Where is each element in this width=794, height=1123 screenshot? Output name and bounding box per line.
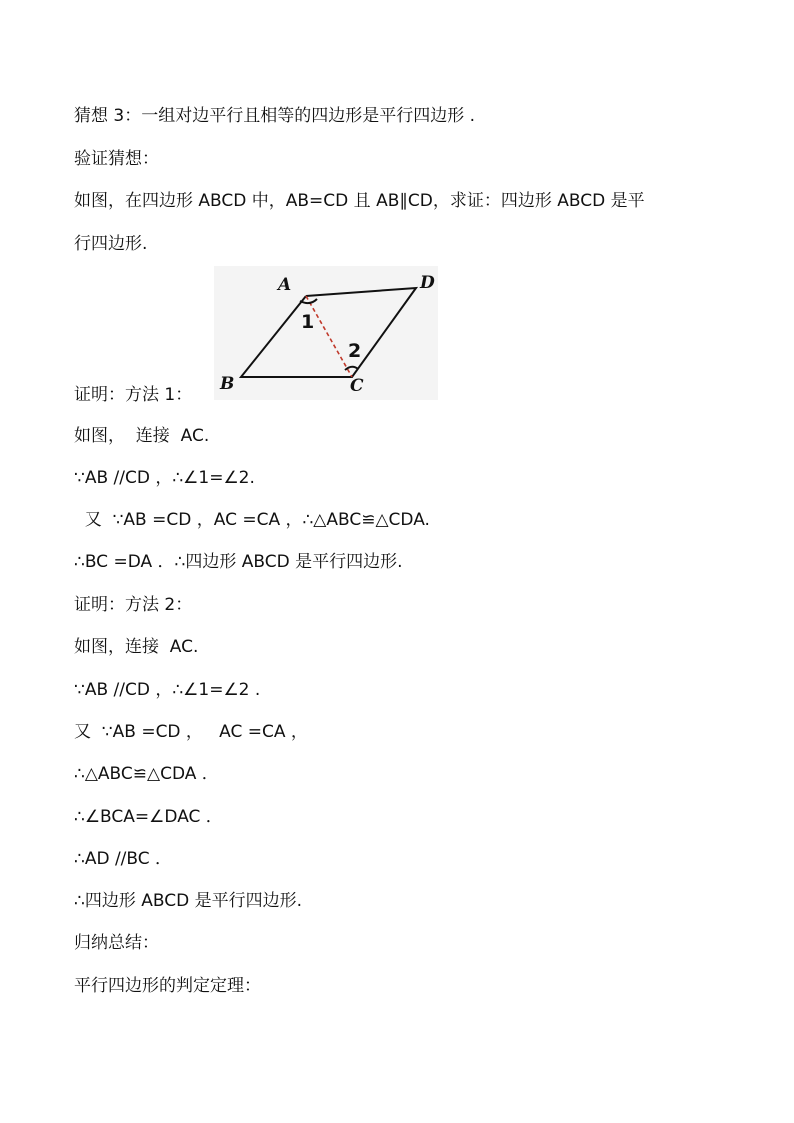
problem-statement-line-2: 行四边形.	[74, 234, 148, 254]
angle-2-label: 2	[348, 340, 362, 362]
angle-2-arc	[345, 367, 358, 370]
proof-2-step-2: ∵AB //CD ，∴∠1=∠2 .	[74, 680, 261, 700]
vertex-a-label: A	[278, 275, 292, 295]
proof-method-2-heading: 证明：方法 2：	[74, 595, 193, 615]
proof-2-step-1: 如图，连接 AC.	[74, 637, 199, 657]
proof-1-step-3: 又 ∵AB =CD ，AC =CA ，∴△ABC≌△CDA.	[74, 510, 430, 530]
proof-2-step-6: ∴AD //BC ．	[74, 849, 173, 869]
proof-2-step-5: ∴∠BCA=∠DAC ．	[74, 807, 223, 827]
verify-heading: 验证猜想：	[74, 149, 159, 169]
proof-1-step-4: ∴BC =DA ．∴四边形 ABCD 是平行四边形.	[74, 552, 403, 572]
diagonal-ac	[306, 296, 352, 377]
parallelogram-figure	[214, 266, 438, 400]
proof-2-step-3: 又 ∵AB =CD ， AC =CA ，	[74, 722, 308, 742]
vertex-b-label: B	[220, 374, 235, 394]
proof-2-step-4: ∴△ABC≌△CDA ．	[74, 764, 219, 784]
proof-2-step-7: ∴四边形 ABCD 是平行四边形.	[74, 891, 302, 911]
proof-method-1-heading: 证明：方法 1：	[74, 385, 193, 405]
angle-1-label: 1	[301, 311, 315, 333]
vertex-d-label: D	[420, 273, 435, 293]
vertex-c-label: C	[350, 376, 364, 396]
proof-1-step-2: ∵AB //CD ，∴∠1=∠2.	[74, 468, 255, 488]
conjecture-3: 猜想 3：一组对边平行且相等的四边形是平行四边形 .	[74, 106, 476, 126]
summary-heading: 归纳总结：	[74, 933, 159, 953]
parallelogram-edges	[241, 288, 416, 377]
proof-1-step-1: 如图， 连接 AC.	[74, 426, 210, 446]
problem-statement-line-1: 如图，在四边形 ABCD 中，AB=CD 且 AB∥CD，求证：四边形 ABCD 是平	[74, 191, 645, 211]
theorem-heading: 平行四边形的判定定理：	[74, 976, 261, 996]
